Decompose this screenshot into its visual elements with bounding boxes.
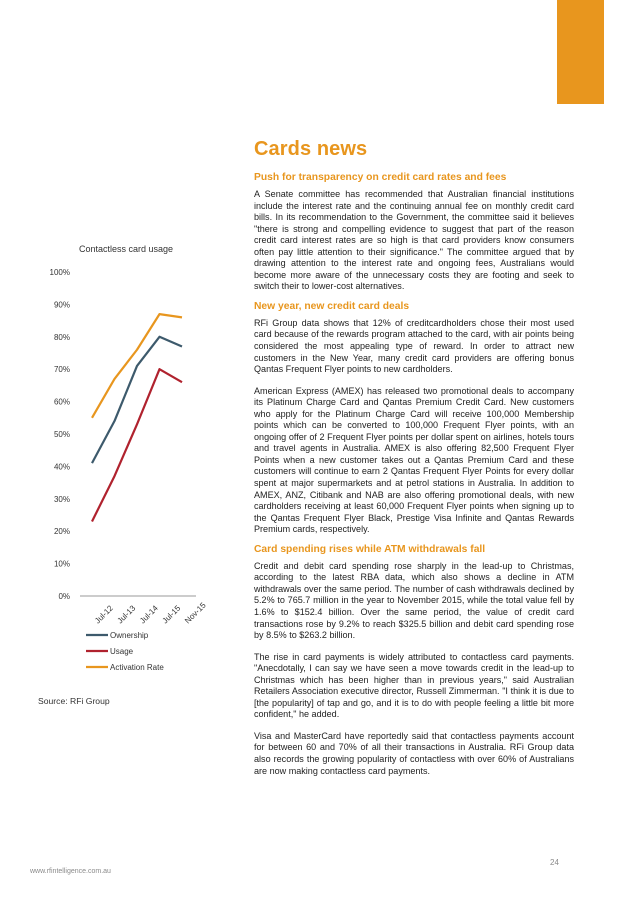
paragraph: The rise in card payments is widely attributed to contactless card payments. "Anecdotally, I can say we have seen a move towards credit in the lead-up to Christmas which has been higher than in previous years," said Australian Retailers Association executive director, Russell Zimmerman. "I think it is due to [the popularity] of tap and go, and it is to do with people feeling a little bit more confident," he added. bbox=[254, 651, 574, 720]
y-tick-label: 20% bbox=[53, 527, 70, 537]
x-tick-label: Jul-15 bbox=[160, 603, 183, 626]
paragraph: RFi Group data shows that 12% of creditcardholders chose their most used card because of the rewards program attached to the card, with air points being considered the most appealing type of reward. In order to attract new customers in the New Year, many credit card providers are offering bonus Qantas Frequent Flyer points to new cardholders. bbox=[254, 317, 574, 375]
orange-corner-tab bbox=[557, 0, 604, 104]
x-tick-label: Jul-12 bbox=[93, 603, 115, 626]
chart-source: Source: RFi Group bbox=[38, 696, 110, 706]
series-line-ownership bbox=[92, 337, 182, 463]
section-heading-transparency: Push for transparency on credit card rates and fees bbox=[254, 172, 507, 183]
y-tick-label: 50% bbox=[53, 430, 70, 439]
y-tick-label: 80% bbox=[53, 332, 70, 342]
section-heading-new-year-deals: New year, new credit card deals bbox=[254, 300, 410, 312]
y-tick-label: 90% bbox=[53, 300, 70, 310]
y-tick-label: 60% bbox=[53, 397, 70, 407]
paragraph: Credit and debit card spending rose sharply in the lead-up to Christmas, according to the latest RBA data, which also shows a decline in ATM withdrawals over the same period. The number of cash withdrawals declined by 5.2% to 765.7 million in the year to November 2015, while the total value fell by 1.6% to $152.4 billion. Over the same period, the value of credit card transactions rose by 9.2% to reach $325.5 billion and debit card spending rose by 8.5% to $263.2 billion. bbox=[254, 560, 574, 641]
cards-news-article bbox=[254, 138, 574, 787]
y-tick-label: 40% bbox=[53, 462, 70, 472]
x-tick-label: Jul-13 bbox=[115, 603, 138, 626]
y-tick-label: 100% bbox=[49, 268, 70, 277]
legend-label: Activation Rate bbox=[110, 663, 164, 672]
footer-url: www.rfintelligence.com.au bbox=[30, 868, 111, 875]
chart-svg bbox=[30, 240, 220, 680]
contactless-usage-chart bbox=[30, 240, 220, 680]
paragraph: A Senate committee has recommended that Australian financial institutions include the interest rate and the continuing annual fee on monthly credit card bills. In its recommendation to the Government, the committee said it believes "there is strong and compelling evidence to suggest that part of the reason credit card interest rates are so high is that card providers know consumers often pay little attention to their significance." The committee argued that by drawing attention to the interest rate and ongoing fees, Australians would become more aware of the unnecessary costs they are footing and seek to switch their to lower-cost alternatives. bbox=[254, 189, 574, 292]
paragraph: Visa and MasterCard have reportedly said that contactless payments account for between 60 and 70% of all their transactions in Australia. RFi Group data also records the growing popularity of contactless with over 60% of Australians are now making contactless card payments. bbox=[254, 730, 574, 776]
series-line-usage bbox=[92, 369, 182, 521]
legend-label: Usage bbox=[110, 647, 134, 656]
y-tick-label: 70% bbox=[53, 365, 70, 375]
y-tick-label: 30% bbox=[53, 494, 70, 504]
x-tick-label: Jul-14 bbox=[138, 603, 160, 626]
section-heading-card-spending: Card spending rises while ATM withdrawals fall bbox=[254, 543, 486, 555]
x-tick-label: Nov-15 bbox=[183, 600, 208, 626]
y-tick-label: 10% bbox=[53, 559, 70, 569]
page-number: 24 bbox=[550, 858, 559, 867]
article-title: Cards news bbox=[254, 138, 368, 160]
y-tick-label: 0% bbox=[58, 592, 70, 601]
paragraph: American Express (AMEX) has released two promotional deals to accompany its Platinum Charge Card and Qantas Premium Credit Card. New customers who apply for the Platinum Charge Card will receive 100,000 Membership points which can be converted to 100,000 Frequent Flyer points, with an ongoing offer of 2 Frequent Flyer points per dollar spent on airlines, hotels tours and travel agents in Australia. AMEX is also offering 82,500 Frequent Flyer Points when a new customer takes out a Qantas Premium Card and these customers will continue to earn 2 Qantas Frequent Flyer Points for every dollar spent at major supermarkets and at petrol stations in Australia. In addition to AMEX, ANZ, Citibank and NAB are also offering promotional deals, with new cardholders receiving at least 60,000 Frequent Flyer points when signing up to the Qantas Frequent Flyer Black, Prestige Visa Infinite and Qantas Rewards Premium cards, respectively. bbox=[254, 385, 574, 535]
legend-label: Ownership bbox=[110, 631, 149, 640]
chart-title: Contactless card usage bbox=[78, 244, 174, 254]
